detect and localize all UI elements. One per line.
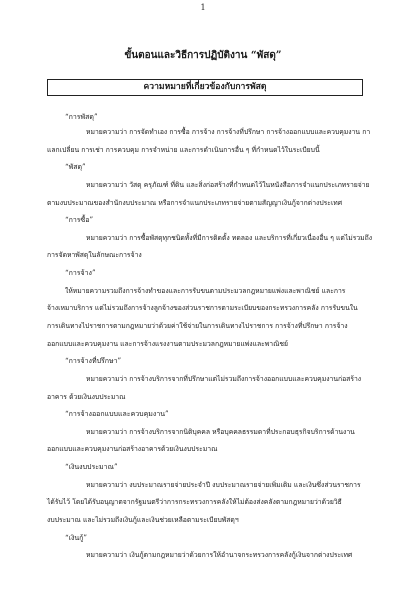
term-supplies: “พัสดุ” bbox=[65, 163, 86, 171]
definition-line: ให้หมายความรวมถึงการจ้างทำของและการรับขนตามประมวลกฎหมายแพ่งและพาณิชย์ และการ bbox=[65, 287, 346, 295]
definition-line: อาคาร ด้วยเงินงบประมาณ bbox=[47, 393, 126, 401]
definition-line: ออกแบบและควบคุมงานก่อสร้างอาคารด้วยเงินงบประมาณ bbox=[47, 445, 218, 453]
definition-line: หมายความว่า เงินกู้ตามกฎหมายว่าด้วยการให้อำนาจกระทรวงการคลังกู้เงินจากต่างประเทศ bbox=[86, 551, 353, 559]
term-loan: “เงินกู้” bbox=[65, 534, 87, 542]
definition-line: หมายความว่า วัสดุ ครุภัณฑ์ ที่ดิน และสิ่งก่อสร้างที่กำหนดไว้ในหนังสือการจำแนกประเภทรายจ่าย bbox=[86, 181, 370, 189]
definition-line: หมายความว่า การจ้างบริการจากนิติบุคคล หรือบุคคลธรรมดาที่ประกอบธุรกิจบริการด้านงาน bbox=[86, 428, 355, 436]
definition-line: หมายความว่า งบประมาณรายจ่ายประจำปี งบประมาณรายจ่ายเพิ่มเติม และเงินซึ่งส่วนราชการ bbox=[86, 481, 361, 489]
definition-line: ได้รับไว้ โดยได้รับอนุญาตจากรัฐมนตรีว่าการกระทรวงการคลังให้ไม่ต้องส่งคลังตามกฎหมายว่าด้วยวิธี bbox=[47, 498, 342, 506]
section-heading-box: ความหมายที่เกี่ยวข้องกับการพัสดุ bbox=[47, 79, 363, 96]
definition-line: หมายความว่า การซื้อพัสดุทุกชนิดทั้งที่มีการติดตั้ง ทดลอง และบริการที่เกี่ยวเนื่องอื่น ๆ แต่ไม่รวมถึง bbox=[86, 234, 373, 242]
definition-line: หมายความว่า การจ้างบริการจากที่ปรึกษาแต่ไม่รวมถึงการจ้างออกแบบและควบคุมงานก่อสร้าง bbox=[86, 375, 362, 383]
document-title: ขั้นตอนและวิธีการปฏิบัติงาน “พัสดุ” bbox=[124, 50, 282, 61]
term-design-supervision: “การจ้างออกแบบและควบคุมงาน” bbox=[65, 410, 169, 418]
definition-line: การเดินทางไปราชการตามกฎหมายว่าด้วยค่าใช้จ่ายในการเดินทางไปราชการ การจ้างที่ปรึกษา การจ้าง bbox=[47, 322, 348, 330]
term-purchase: “การซื้อ” bbox=[65, 216, 94, 224]
definition-line: หมายความว่า การจัดทำเอง การซื้อ การจ้าง การจ้างที่ปรึกษา การจ้างออกแบบและควบคุมงาน กา bbox=[86, 128, 371, 136]
definition-line: การจัดหาพัสดุในลักษณะการจ้าง bbox=[47, 251, 142, 259]
term-procurement: “การพัสดุ” bbox=[65, 113, 98, 121]
term-consultant-hiring: “การจ้างที่ปรึกษา” bbox=[65, 357, 122, 365]
definition-line: แลกเปลี่ยน การเช่า การควบคุม การจำหน่าย และการดำเนินการอื่น ๆ ที่กำหนดไว้ในระเบียบนี้ bbox=[47, 146, 320, 154]
definition-line: จ้างเหมาบริการ แต่ไม่รวมถึงการจ้างลูกจ้างของส่วนราชการตามระเบียบของกระทรวงการคลัง การรับขนใน bbox=[47, 304, 358, 312]
definition-line: งบประมาณ และไม่รวมถึงเงินกู้และเงินช่วยเหลือตามระเบียบพัสดุฯ bbox=[47, 516, 239, 524]
term-budget-money: “เงินงบประมาณ” bbox=[65, 463, 118, 471]
term-hiring: “การจ้าง” bbox=[65, 269, 96, 277]
definition-line: ตามงบประมาณของสำนักงบประมาณ หรือการจำแนกประเภทรายจ่ายตามสัญญาเงินกู้จากต่างประเทศ bbox=[47, 199, 343, 207]
definition-line: ออกแบบและควบคุมงาน และการจ้างแรงงานตามประมวลกฎหมายแพ่งและพาณิชย์ bbox=[47, 340, 288, 348]
page-number: 1 bbox=[200, 3, 206, 12]
